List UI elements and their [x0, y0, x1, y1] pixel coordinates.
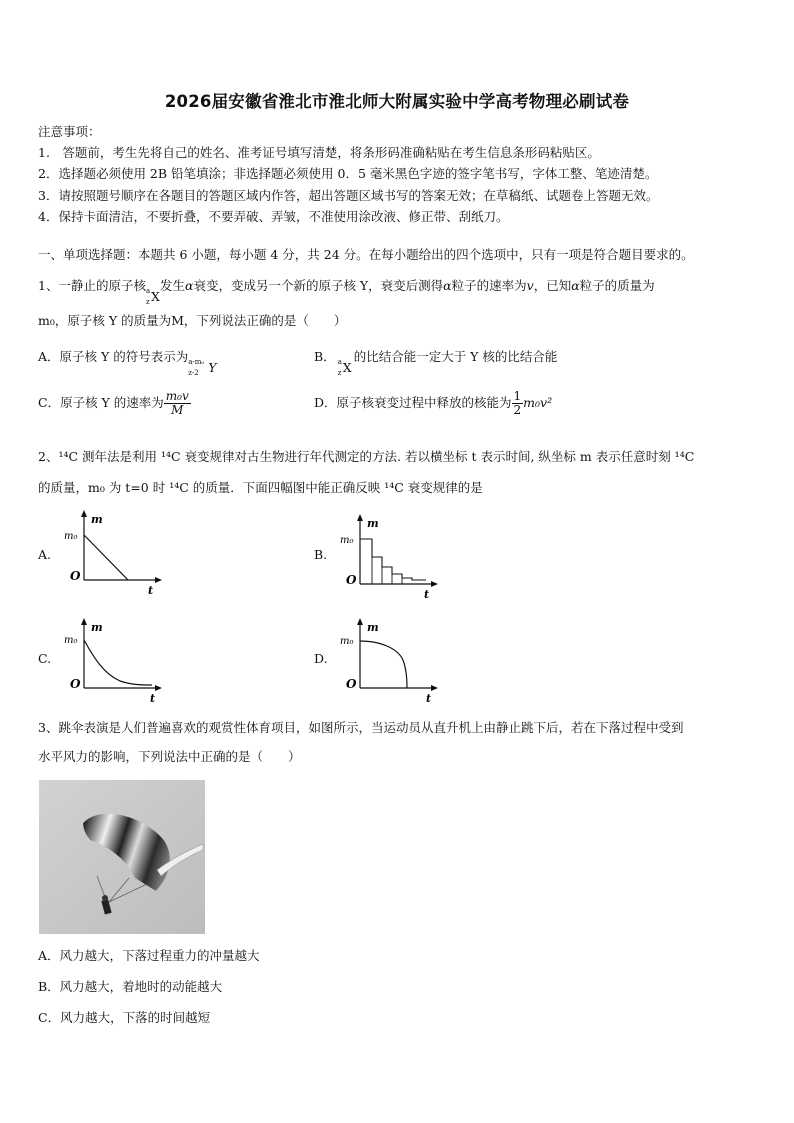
q1-option-b-x: X: [342, 360, 352, 375]
q2-graph-c-label: C.: [38, 651, 52, 666]
m0-label: m₀: [340, 636, 354, 647]
q1-text-f: 粒子的质量为: [579, 278, 655, 293]
q1-option-b-mass: a: [337, 358, 342, 366]
decay-curve: [360, 641, 407, 688]
q1-option-b-text: 的比结合能一定大于 Y 核的比结合能: [353, 349, 558, 364]
x-axis-label: t: [426, 692, 432, 704]
q1-text-c: 衰变，变成另一个新的原子核 Y，衰变后测得: [193, 278, 444, 293]
y-axis-label: m: [367, 517, 379, 530]
q1-nucleus-mass: a: [145, 287, 151, 295]
q1-option-d: [314, 390, 552, 417]
q1-option-a-text: A．原子核 Y 的符号表示为: [38, 349, 189, 364]
q1-option-b-label: B．: [314, 349, 336, 364]
notice-item-2: 2．选择题必须使用 2B 铅笔填涂；非选择题必须使用 0．5 毫米黑色字迹的签字笔书写，字体工整、笔迹清楚。: [38, 166, 658, 181]
q1-option-b-charge: z: [337, 369, 342, 377]
origin-label: O: [70, 569, 81, 583]
q1-nucleus-charge: z: [145, 298, 150, 306]
m0-label: m₀: [64, 531, 78, 542]
origin-label: O: [70, 677, 81, 691]
parachute-photo: [39, 780, 205, 934]
alpha-symbol: α: [184, 278, 194, 293]
q1-option-a: [38, 349, 222, 377]
y-axis-label: m: [91, 621, 103, 634]
notice-item-1: 1. 答题前，考生先将自己的姓名、准考证号填写清楚，将条形码准确粘贴在考生信息条形码粘贴区。: [38, 145, 600, 160]
q1-option-d-fraction: [512, 390, 524, 417]
notice-item-3: 3．请按照题号顺序在各题目的答题区域内作答，超出答题区域书写的答案无效；在草稿纸、试题卷上答题无效。: [38, 188, 659, 203]
alpha-symbol-3: α: [571, 278, 580, 293]
decay-curve: [360, 539, 426, 580]
q2-line1: 2、¹⁴C 测年法是利用 ¹⁴C 衰变规律对古生物进行年代测定的方法. 若以横坐标 t 表示时间, 纵坐标 m 表示任意时刻 ¹⁴C: [38, 449, 695, 464]
q2-graph-b-label: B.: [314, 547, 328, 562]
y-arrow-icon: [357, 618, 363, 625]
q1-line2: m₀，原子核 Y 的质量为M，下列说法正确的是（ ）: [38, 313, 347, 328]
q1-option-c-numerator: m₀v: [165, 389, 189, 403]
q1-option-a-charge: z-2: [188, 369, 199, 377]
q2-graph-d: [336, 616, 446, 704]
q1-line1: [38, 278, 655, 306]
q1-option-a-mass: a-m₀: [188, 358, 205, 366]
q1-option-c-fraction: [164, 390, 191, 417]
q1-option-c-text: C．原子核 Y 的速率为: [38, 395, 164, 410]
q2-graph-c: [60, 616, 170, 704]
q1-text-d: 粒子的速率为: [451, 278, 527, 293]
q2-graph-b: [336, 512, 446, 600]
x-arrow-icon: [431, 685, 438, 691]
parachutist-head: [102, 895, 108, 901]
q2-graph-a-label: A.: [38, 547, 52, 562]
x-arrow-icon: [431, 581, 438, 587]
x-axis-label: t: [424, 588, 430, 600]
x-axis-label: t: [148, 584, 154, 596]
q1-option-a-y: Y: [208, 360, 217, 375]
q1-option-c-denominator: M: [171, 403, 184, 417]
notice-heading: 注意事项：: [38, 124, 101, 139]
q3-option-c: C．风力越大，下落的时间越短: [38, 1010, 211, 1025]
q1-option-d-tail: m₀v²: [523, 395, 553, 410]
notice-item-4: 4．保持卡面清洁，不要折叠，不要弄破、弄皱，不准使用涂改液、修正带、刮纸刀。: [38, 209, 509, 224]
q1-option-d-text: D．原子核衰变过程中释放的核能为: [314, 395, 512, 410]
section-heading: 一、单项选择题：本题共 6 小题，每小题 4 分，共 24 分。在每小题给出的四个选项中，只有一项是符合题目要求的。: [38, 247, 694, 262]
x-arrow-icon: [155, 685, 162, 691]
velocity-symbol: v: [526, 278, 534, 293]
q1-option-d-numerator: 1: [513, 389, 522, 403]
y-arrow-icon: [357, 514, 363, 521]
q3-line1: 3、跳伞表演是人们普遍喜欢的观赏性体育项目，如图所示，当运动员从直升机上由静止跳下后，若在下落过程中受到: [38, 720, 684, 735]
q1-option-b: [314, 349, 558, 377]
q3-option-a: A．风力越大，下落过程重力的冲量越大: [38, 948, 260, 963]
q1-option-c: [38, 390, 191, 417]
origin-label: O: [346, 573, 357, 587]
q1-text-a: 1、一静止的原子核: [38, 278, 146, 293]
q1-option-d-denominator: 2: [513, 403, 522, 417]
page-title: 2026届安徽省淮北市淮北师大附属实验中学高考物理必刷试卷: [164, 92, 630, 111]
y-arrow-icon: [81, 618, 87, 625]
q1-text-e: ，已知: [533, 278, 572, 293]
m0-label: m₀: [64, 635, 78, 646]
q3-option-b: B．风力越大，着地时的动能越大: [38, 979, 223, 994]
q2-line2: 的质量，m₀ 为 t=0 时 ¹⁴C 的质量．下面四幅图中能正确反映 ¹⁴C 衰变规律的是: [38, 480, 483, 495]
q3-line2: 水平风力的影响，下列说法中正确的是（ ）: [38, 749, 301, 764]
q1-text-b: 发生: [159, 278, 185, 293]
origin-label: O: [346, 677, 357, 691]
q2-graph-d-label: D.: [314, 651, 328, 666]
y-arrow-icon: [81, 510, 87, 517]
q2-graph-a: [60, 508, 170, 596]
q1-nucleus-symbol: X: [150, 289, 160, 304]
alpha-symbol-2: α: [443, 278, 452, 293]
decay-curve: [84, 640, 152, 685]
x-axis-label: t: [150, 692, 156, 704]
decay-curve: [84, 535, 128, 580]
y-axis-label: m: [91, 513, 103, 526]
m0-label: m₀: [340, 535, 354, 546]
y-axis-label: m: [367, 621, 379, 634]
x-arrow-icon: [155, 577, 162, 583]
